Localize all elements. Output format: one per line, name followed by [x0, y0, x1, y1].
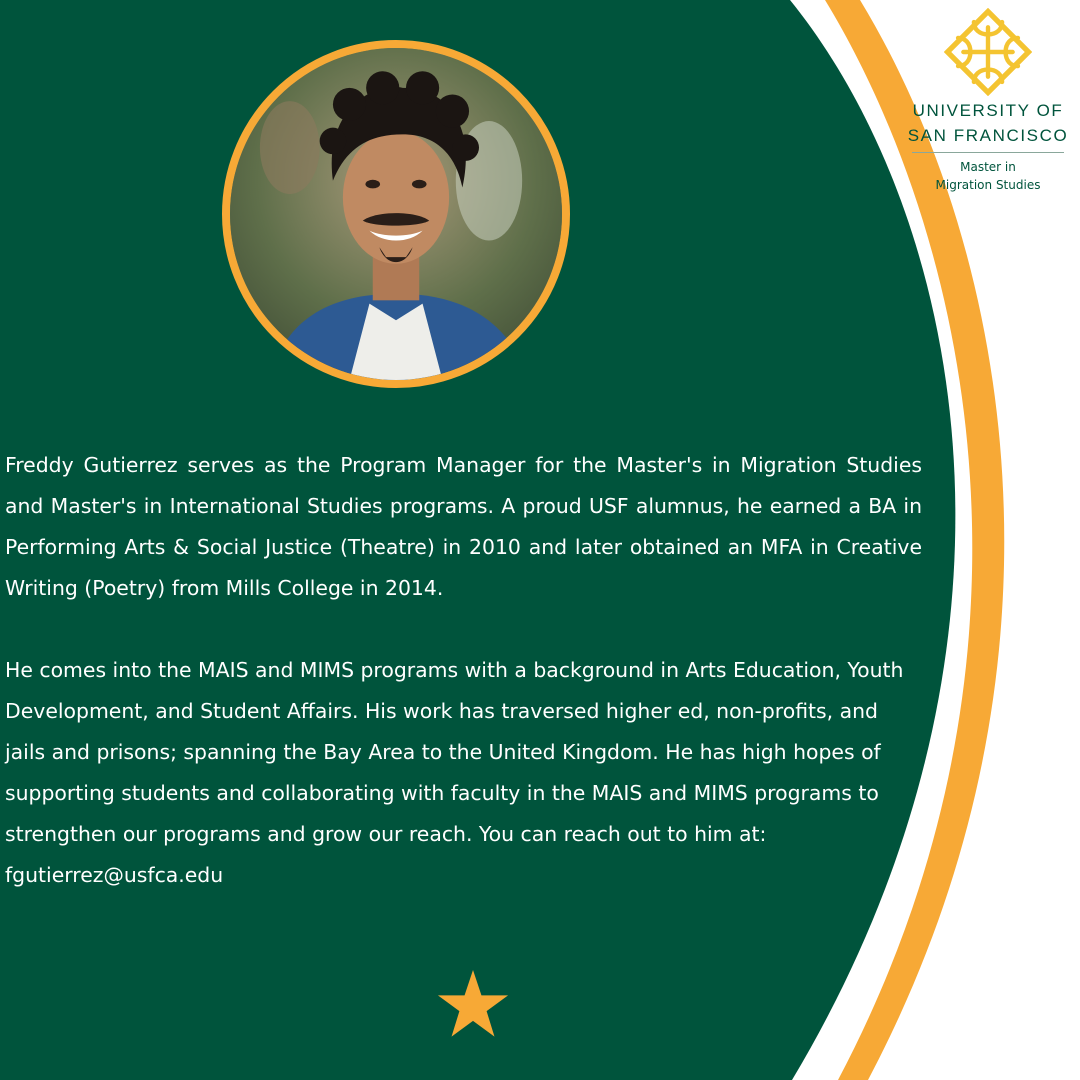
logo-subtitle-line1: Master in — [960, 160, 1016, 174]
logo-subtitle-line2: Migration Studies — [935, 178, 1041, 192]
star-icon — [437, 970, 509, 1038]
logo-title-line2: SAN FRANCISCO — [907, 126, 1069, 145]
university-logo — [900, 8, 1076, 194]
usf-cross-logo-icon — [944, 8, 1032, 96]
portrait-image — [230, 48, 562, 380]
profile-photo — [222, 40, 570, 388]
bio-text — [5, 445, 922, 896]
logo-title-line1: UNIVERSITY OF — [912, 101, 1064, 120]
logo-divider — [912, 152, 1064, 153]
bio-paragraph-1: Freddy Gutierrez serves as the Program Manager for the Master's in Migration Studies and Master's in International Studies programs. A proud USF alumnus, he earned a BA in Performing Arts & Social Justice (Theatre) in 2010 and later obtained an MFA in Creative Writing (Poetry) from Mills College in 2014. — [5, 453, 922, 600]
bio-paragraph-2: He comes into the MAIS and MIMS programs with a background in Arts Education, Youth Development, and Student Affairs. His work has traversed higher ed, non-profits, and jails and prisons; spanning the Bay Area to the United Kingdom. He has high hopes of supporting students and collaborating with faculty in the MAIS and MIMS programs to strengthen our programs and grow our reach. You can reach out to him at: fgutierrez@usfca.edu — [5, 658, 904, 887]
